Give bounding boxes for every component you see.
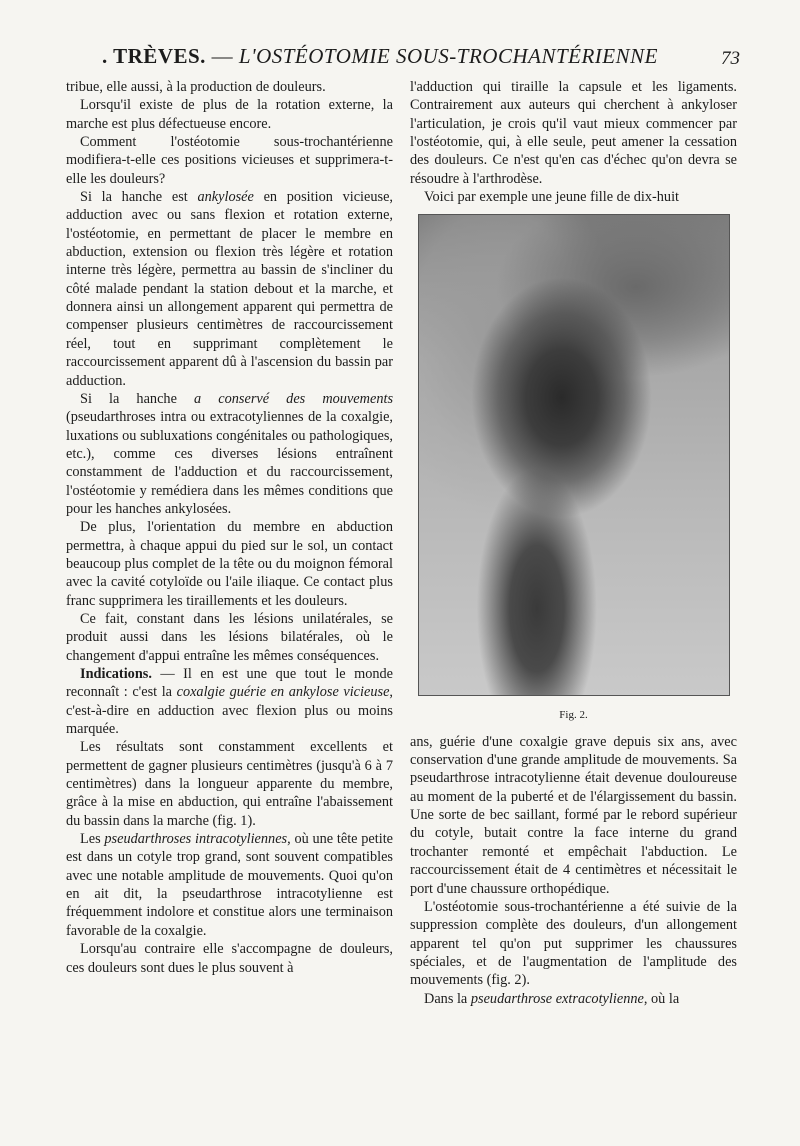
text-run: Si la hanche est — [80, 189, 198, 206]
paragraph: ans, guérie d'une coxalgie grave depuis six ans, avec conservation d'une grande amplitude de mouvements. Sa pseudarthrose intracotylienne était devenue douloureuse au moment de la puberté et de l'élargissement du bassin. Une sorte de bec saillant, formé par le rebord supérieur du cotyle, butait contre la face interne du grand trochanter remonté et empêchait l'abduction. Le raccourcissement était de 4 centimètres et nécessitait le port d'une chaussure orthopédique. — [410, 733, 737, 897]
emphasis: a conservé des mouvements — [194, 390, 394, 407]
text-run: , où la — [643, 990, 680, 1007]
running-head-dash: — — [205, 44, 239, 68]
text-run: Si la hanche — [80, 390, 195, 407]
emphasis: coxalgie guérie en ankylose vicieuse — [176, 684, 390, 701]
text-run: en position vicieuse, adduction avec ou sans flexion et rotation externe, l'ostéotomie, en permettant de placer le membre en abduction, extension ou flexion très légère et rotation interne très légère, permettra au bassin de s'incliner du côté malade pendant la station debout et la marche, et donnera ainsi un allongement apparent qui permettra de compenser plusieurs centimètres de raccourcissement réel, tout en supprimant complètement le raccourcissement apparent dû à l'ascension du bassin par adduction. — [66, 189, 393, 389]
paragraph — [66, 390, 393, 518]
figure-caption — [410, 706, 737, 724]
paragraph — [66, 830, 393, 940]
paragraph: De plus, l'orientation du membre en abduction permettra, à chaque appui du pied sur le sol, un contact beaucoup plus complet de la tête ou du moignon fémoral avec la cavité cotyloïde ou l'aile iliaque. Ce contact plus franc supprimera les tiraillements et les douleurs. — [66, 519, 393, 609]
text-run: (pseudarthroses intra ou extracotyliennes de la coxalgie, luxations ou subluxations congénitales ou pathologiques, etc.), comme ces diverses lésions entraînent constamment de l'adduction et du raccourcissement, l'ostéotomie y remédiera dans les mêmes conditions que pour les hanches ankylosées. — [66, 409, 393, 517]
figure-xray — [418, 214, 730, 696]
running-head — [60, 44, 700, 69]
left-column — [66, 78, 393, 977]
emphasis: pseudarthroses intracotyliennes — [104, 831, 288, 848]
paragraph: Ce fait, constant dans les lésions unilatérales, se produit aussi dans les lésions bilatérales, où le changement d'appui entraîne les mêmes conséquences. — [66, 610, 393, 664]
text-run: , où une tête petite est dans un cotyle trop grand, sont souvent compatibles avec une notable amplitude de mouvements. Quoi qu'on en ait dit, la pseudarthrose intracotylienne est fréquemment indolore et constitue alors une terminaison favorable de la coxalgie. — [66, 831, 394, 939]
running-head-title: L'OSTÉOTOMIE SOUS-TROCHANTÉRIENNE — [238, 44, 658, 68]
text-run: , c'est-à-dire en adduction avec flexion plus ou moins marquée. — [66, 684, 393, 738]
page-number: 73 — [721, 48, 740, 69]
paragraph — [66, 665, 393, 738]
text-run: Dans la — [424, 990, 471, 1007]
text-run: — Il en est une que tout le monde reconnaît : c'est la — [66, 666, 393, 701]
paragraph: Comment l'ostéotomie sous-trochantérienne modifiera-t-elle ces positions vicieuses et supprimera-t-elle les douleurs? — [66, 134, 393, 187]
xray-image — [419, 215, 729, 695]
running-head-author: . TRÈVES. — [102, 44, 206, 68]
emphasis: pseudarthrose extracotylienne — [470, 990, 644, 1007]
paragraph: tribue, elle aussi, à la production de douleurs. — [66, 79, 326, 95]
figure-caption-text: Fig. 2. — [559, 709, 588, 722]
emphasis: ankylosée — [197, 189, 254, 206]
paragraph: L'ostéotomie sous-trochantérienne a été suivie de la suppression complète des douleurs, d'un allongement apparent tel qu'on put supprimer les chaussures spéciales, et de l'augmentation de l'amplitude des mouvements (fig. 2). — [410, 898, 737, 989]
paragraph: Lorsqu'il existe de plus de la rotation externe, la marche est plus défectueuse encore. — [66, 97, 393, 132]
paragraph — [66, 188, 393, 390]
text-run: Les — [80, 831, 105, 848]
section-heading: Indications. — [80, 666, 152, 682]
page-header — [60, 42, 740, 72]
paragraph: l'adduction qui tiraille la capsule et les ligaments. Contrairement aux auteurs qui cherchent à ankyloser l'articulation, je crois qu'il vaut mieux commencer par l'ostéotomie, qui, à elle seule, peut amener la cessation des douleurs. Ce n'est qu'en cas d'échec qu'on devra se résoudre à l'arthrodèse. — [410, 79, 737, 187]
paragraph: Voici par exemple une jeune fille de dix-huit — [424, 189, 680, 206]
paragraph — [410, 990, 737, 1008]
paragraph: Les résultats sont constamment excellents et permettent de gagner plusieurs centimètres (jusqu'à 6 à 7 centimètres) dans la longueur apparente du membre, grâce à la mise en abduction, qui entraîne l'abaissement du bassin dans la marche (fig. 1). — [66, 739, 393, 829]
paragraph: Lorsqu'au contraire elle s'accompagne de douleurs, ces douleurs sont dues le plus souvent à — [66, 941, 393, 976]
right-column — [410, 78, 737, 1008]
